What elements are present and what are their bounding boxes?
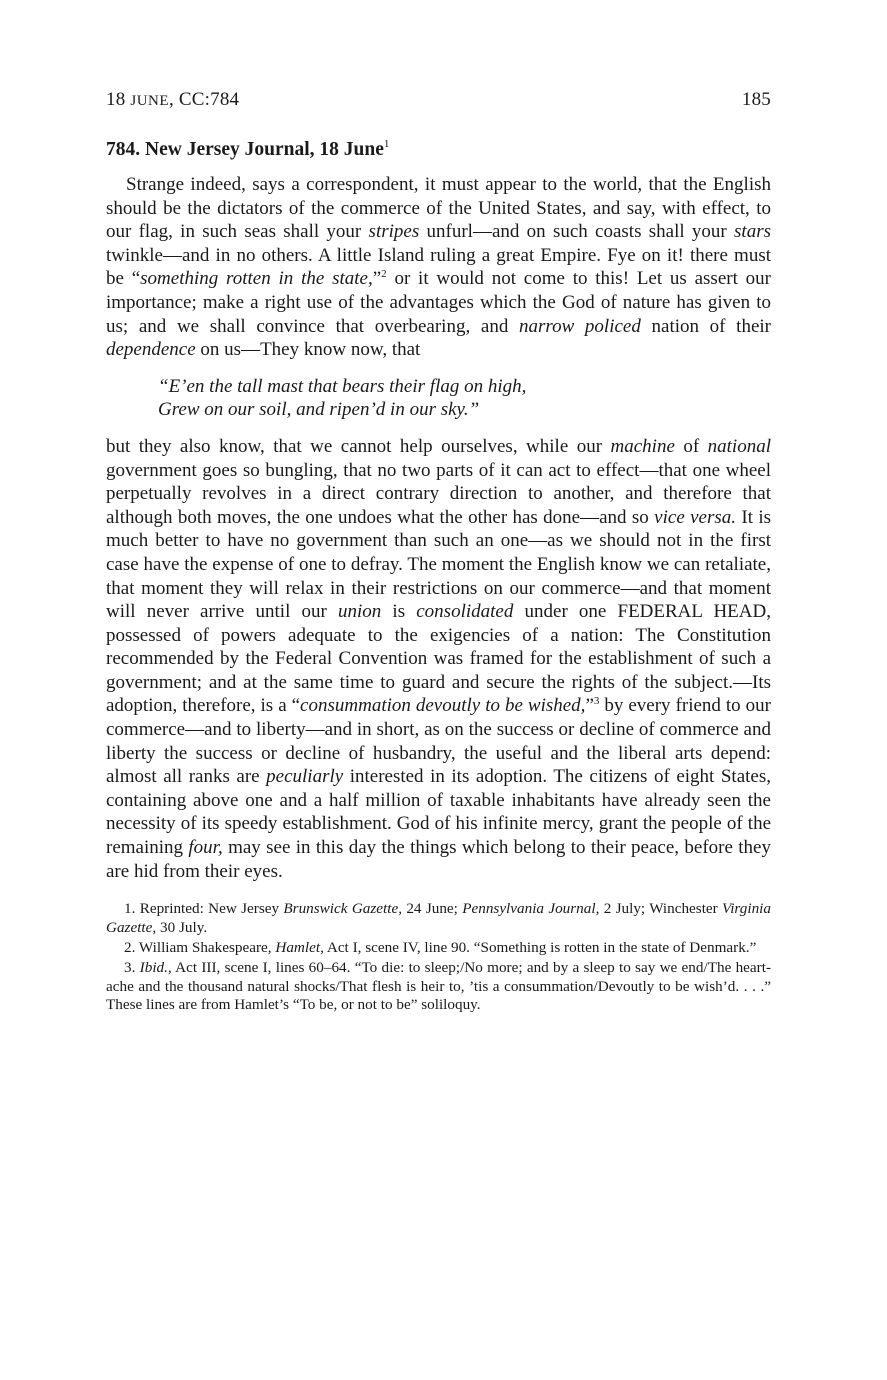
text-run: may see in this day the things which belong to their peace, before they are hid from their eyes.: [106, 837, 771, 882]
text-run: on us—They know now, that: [195, 339, 421, 361]
footnote-3: [106, 959, 771, 1014]
footnote-2: [106, 939, 771, 957]
text-run: 2. William Shakespeare,: [124, 939, 276, 957]
running-head-ref: , CC:784: [169, 89, 240, 110]
paragraph-2: [106, 435, 771, 883]
page-number: 185: [741, 89, 771, 110]
text-run: 2 July; Winchester: [599, 900, 723, 918]
text-run: ”: [585, 695, 594, 717]
running-head-day: 18: [106, 89, 131, 110]
italic-run: stripes: [368, 221, 420, 243]
text-run: nation of their: [640, 315, 771, 337]
italic-run: Hamlet,: [275, 939, 324, 957]
text-run: or it would not come to this! Let us assert our importance; make a right use of the advantages which the God of nature has given to us; and we shall convince that overbearing, and: [106, 268, 771, 337]
italic-run: Virginia Gazette,: [106, 900, 771, 936]
text-run: twinkle—and in no others. A little Island ruling a great Empire. Fye on it! there must be “: [106, 244, 771, 290]
verse-quote: [158, 375, 771, 422]
title-note-ref: 1: [383, 138, 390, 150]
paragraph-1: [106, 173, 771, 362]
document-title: [106, 137, 771, 163]
text-run: 30 July.: [156, 918, 208, 936]
text-run: is: [381, 601, 417, 623]
italic-run: four,: [188, 837, 223, 859]
italic-run: Brunswick Gazette,: [283, 900, 403, 918]
italic-run: consolidated: [416, 601, 514, 623]
text-run: 3.: [124, 959, 140, 977]
text-run: ”: [372, 268, 382, 290]
text-run: Strange indeed, says a correspondent, it must appear to the world, that the English should be the dictators of the commerce of the United States, and say, with effect, to our flag, in such seas shall your: [106, 174, 771, 243]
text-run: unfurl—and on such coasts shall your: [419, 221, 735, 243]
note-ref-3: 3: [593, 695, 600, 708]
running-head-left: [106, 86, 239, 115]
text-run: It is much better to have no government than such an one—as we should not in the first case have the expense of one to defray. The moment the English know we can retaliate, that moment they will relax in their restrictions on our commerce—and that moment will never arrive until our: [106, 506, 772, 623]
text-run: Act I, scene IV, line 90. “Something is rotten in the state of Denmark.”: [323, 939, 757, 957]
italic-run: Ibid.,: [139, 959, 172, 977]
text-run: interested in its adoption. The citizens of eight States, containing above one and a half million of taxable inhabitants have already seen the necessity of its speedy establishment. God of his infinite mercy, grant the people of the remaining: [106, 766, 771, 859]
text-run: under one FEDERAL HEAD, possessed of powers adequate to the exigencies of a nation: The Constitution recommended by the Federal Convention was framed for the establishment of such a government; and at the same time to guard and secure the rights of the subject.—Its adoption, therefore, is a “: [106, 601, 771, 717]
running-head: [106, 86, 771, 115]
body-text: [106, 173, 771, 883]
italic-run: vice versa.: [654, 506, 737, 528]
italic-run: dependence: [106, 339, 196, 361]
italic-run: union: [337, 601, 382, 623]
document-page: [106, 86, 771, 1017]
italic-run: Pennsylvania Journal,: [462, 900, 600, 918]
note-ref-2: 2: [381, 268, 387, 281]
running-head-month: JUNE: [130, 93, 170, 109]
verse-line-1: “E’en the tall mast that bears their flag on high,: [158, 375, 527, 397]
italic-run: stars: [734, 221, 771, 243]
italic-run: peculiarly: [266, 766, 344, 788]
text-run: by every friend to our commerce—and to liberty—and in short, as on the success or decline of commerce and liberty the success or decline of husbandry, the useful and the liberal arts depend: almost all ranks are: [106, 695, 771, 788]
italic-run: narrow policed: [518, 315, 641, 337]
text-run: but they also know, that we cannot help ourselves, while our: [106, 435, 611, 457]
text-run: 1. Reprinted: New Jersey: [124, 900, 284, 918]
footnotes: [106, 900, 771, 1014]
italic-run: national: [707, 435, 771, 457]
footnote-1: [106, 900, 771, 937]
document-title-text: 784. New Jersey Journal, 18 June: [106, 139, 384, 160]
italic-run: machine: [610, 435, 675, 457]
italic-run: consummation devoutly to be wished,: [300, 695, 586, 717]
text-run: of: [674, 435, 708, 457]
text-run: Act III, scene I, lines 60–64. “To die: to sleep;/No more; and by a sleep to say we end/The heart-ache and the thousand natural shocks/That flesh is heir to, ’tis a consummation/Devoutly to be wish’d. . . .” These lines are from Hamlet’s “To be, or not to be” soliloquy.: [106, 959, 771, 1014]
text-run: government goes so bungling, that no two parts of it can act to effect—that one wheel perpetually revolves in a direct contrary direction to another, and therefore that although both moves, the one undoes what the other has done—and so: [106, 459, 771, 528]
italic-run: something rotten in the state,: [140, 268, 373, 290]
verse-line-2: Grew on our soil, and ripen’d in our sky.”: [158, 399, 480, 421]
text-run: 24 June;: [402, 900, 463, 918]
